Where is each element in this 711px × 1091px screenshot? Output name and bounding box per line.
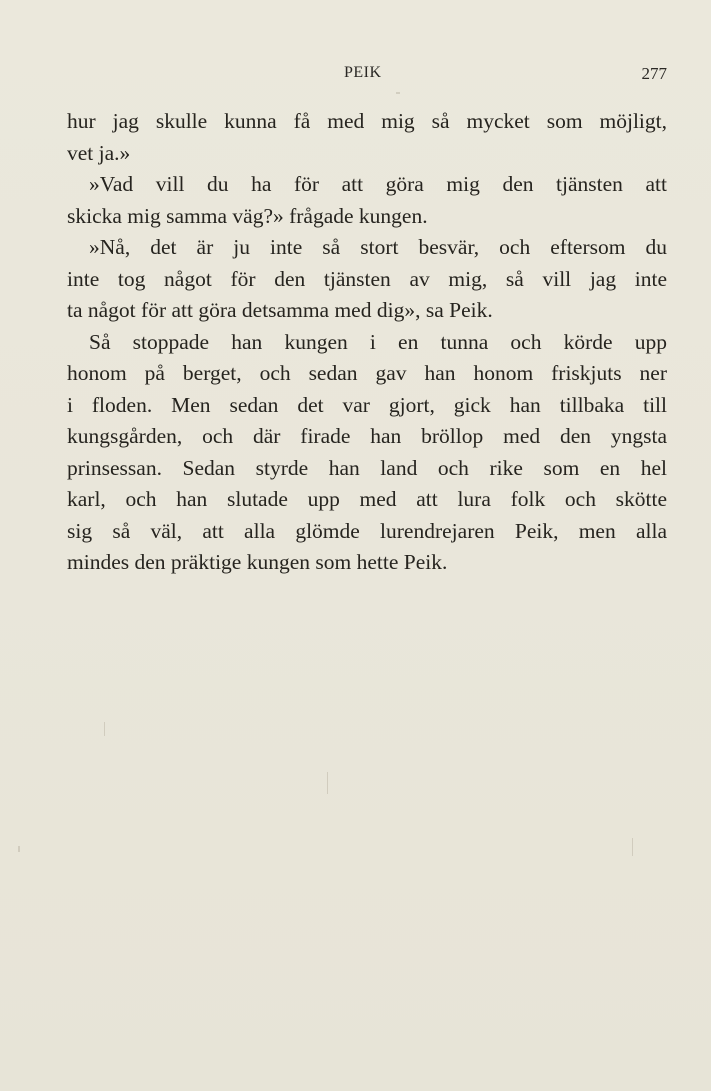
text-line: kungsgården, och där firade han bröllop med den yngsta bbox=[67, 424, 667, 448]
text-line: mindes den präktige kungen som hette Peik. bbox=[67, 550, 448, 574]
paper-speck bbox=[327, 772, 328, 794]
text-line: i floden. Men sedan det var gjort, gick han tillbaka till bbox=[67, 392, 667, 417]
text-line: prinsessan. Sedan styrde han land och rike som en hel bbox=[67, 455, 667, 480]
page-number: 277 bbox=[641, 64, 667, 83]
text-line: honom på berget, och sedan gav han honom friskjuts ner bbox=[67, 361, 667, 385]
paper-speck bbox=[104, 722, 105, 736]
text-line: hur jag skulle kunna få med mig så mycket som möjligt, bbox=[67, 109, 667, 133]
text-line: sig så väl, att alla glömde lurendrejaren Peik, men alla bbox=[67, 518, 667, 543]
text-line: »Vad vill du ha för att göra mig den tjänsten att bbox=[89, 172, 667, 196]
text-line: »Nå, det är ju inte så stort besvär, och eftersom du bbox=[89, 235, 667, 259]
text-line: Så stoppade han kungen i en tunna och körde upp bbox=[89, 329, 667, 354]
running-head bbox=[67, 64, 667, 88]
running-head-title: PEIK bbox=[344, 64, 382, 81]
text-line: skicka mig samma väg?» frågade kungen. bbox=[67, 203, 428, 228]
text-line: karl, och han slutade upp med att lura folk och skötte bbox=[67, 487, 667, 511]
paper-speck bbox=[18, 846, 20, 852]
paper-speck bbox=[632, 838, 633, 856]
paper-speck bbox=[396, 92, 400, 94]
text-line: vet ja.» bbox=[67, 140, 131, 165]
text-line: ta något för att göra detsamma med dig», sa Peik. bbox=[67, 298, 493, 322]
text-line: inte tog något för den tjänsten av mig, så vill jag inte bbox=[67, 266, 667, 291]
body-text bbox=[67, 106, 667, 579]
